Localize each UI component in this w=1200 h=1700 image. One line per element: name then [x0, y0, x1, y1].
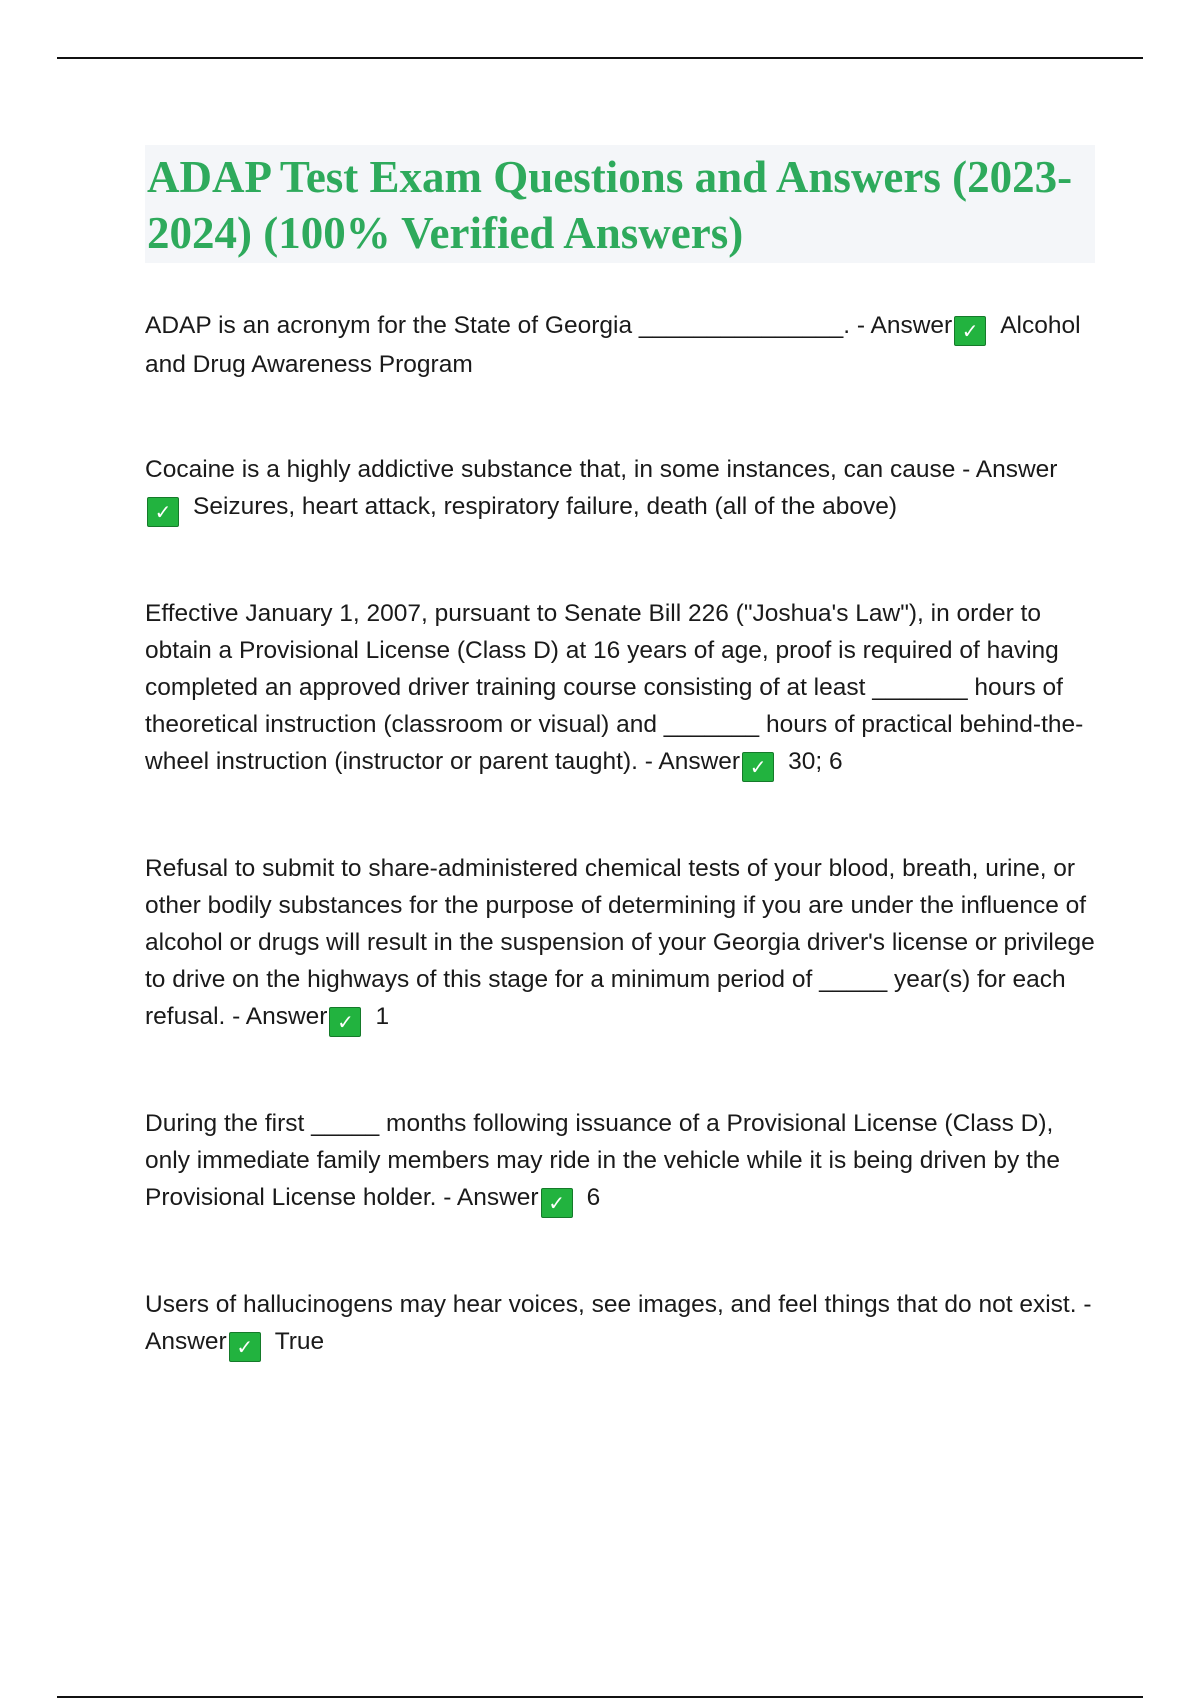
answer-text: 6	[586, 1184, 601, 1211]
title-block	[145, 145, 1095, 263]
qa-item-6	[145, 1286, 1095, 1362]
check-icon: ✓	[147, 497, 179, 527]
answer-text: Alcohol and Drug Awareness Program	[145, 312, 1081, 378]
answer-text: True	[274, 1328, 325, 1355]
qa-item-4	[145, 850, 1095, 1037]
document-body	[145, 145, 1095, 1430]
qa-item-1	[145, 307, 1095, 383]
qa-item-3	[145, 595, 1095, 782]
question-text: Refusal to submit to share-administered chemical tests of your blood, breath, urine, or other bodily substances for the purpose of determining if you are under the influence of alcohol or drugs will result in the suspension of your Georgia driver's license or privilege to drive on the highways of this stage for a minimum period of _____ year(s) for each refusal. - Answer	[145, 855, 1095, 1030]
answer-text: 30; 6	[788, 748, 843, 775]
check-icon: ✓	[742, 752, 774, 782]
check-icon: ✓	[329, 1007, 361, 1037]
check-icon: ✓	[229, 1332, 261, 1362]
qa-item-2	[145, 451, 1095, 527]
answer-text: Seizures, heart attack, respiratory failure, death (all of the above)	[193, 493, 898, 520]
check-icon: ✓	[954, 316, 986, 346]
question-text: Effective January 1, 2007, pursuant to Senate Bill 226 ("Joshua's Law"), in order to obtain a Provisional License (Class D) at 16 years of age, proof is required of having completed an approved driver training course consisting of at least _______ hours of theoretical instruction (classroom or visual) and _______ hours of practical behind-the-wheel instruction (instructor or parent taught). - Answer	[145, 600, 1084, 775]
question-text: ADAP is an acronym for the State of Georgia _______________. - Answer	[145, 312, 953, 339]
question-text: Users of hallucinogens may hear voices, see images, and feel things that do not exist. - Answer	[145, 1291, 1092, 1355]
question-text: Cocaine is a highly addictive substance that, in some instances, can cause - Answer	[145, 456, 1058, 483]
question-text: During the first _____ months following issuance of a Provisional License (Class D), only immediate family members may ride in the vehicle while it is being driven by the Provisional License holder. - Answer	[145, 1110, 1061, 1211]
document-title: ADAP Test Exam Questions and Answers (2023-2024) (100% Verified Answers)	[147, 152, 1073, 258]
qa-item-5	[145, 1105, 1095, 1218]
answer-text: 1	[375, 1003, 390, 1030]
header-rule	[57, 57, 1143, 59]
check-icon: ✓	[541, 1188, 573, 1218]
footer-rule	[57, 1696, 1143, 1698]
